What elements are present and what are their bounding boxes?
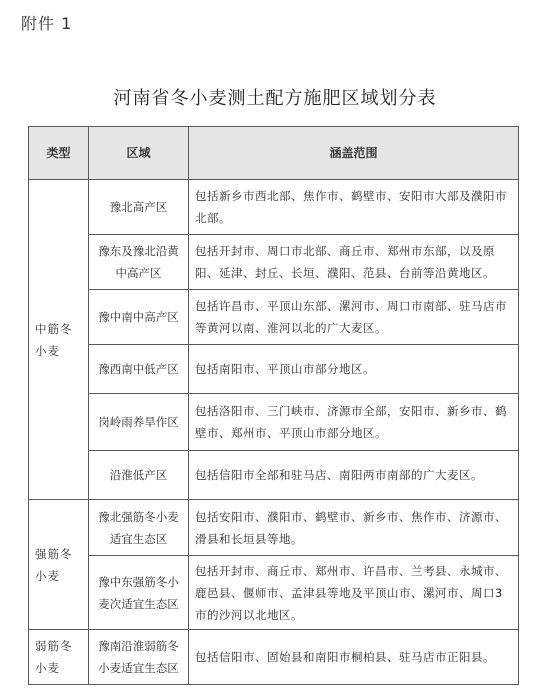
column-header-type: 类型 (29, 127, 89, 180)
table-row (29, 394, 519, 451)
region-cell: 豫中东强筋冬小麦次适宜生态区 (89, 556, 189, 630)
table-row (29, 235, 519, 290)
coverage-cell: 包括许昌市、平顶山东部、漯河市、周口市南部、驻马店市等黄河以南、淮河以北的广大麦区。 (189, 290, 519, 345)
column-header-region: 区域 (89, 127, 189, 180)
table-row (29, 500, 519, 556)
region-cell: 岗岭雨养旱作区 (89, 394, 189, 451)
region-cell: 豫北强筋冬小麦适宜生态区 (89, 500, 189, 556)
type-cell-medium-gluten: 中筋冬小麦 (29, 180, 89, 500)
coverage-cell: 包括洛阳市、三门峡市、济源市全部，安阳市、新乡市、鹤壁市、郑州市、平顶山市部分地区。 (189, 394, 519, 451)
attachment-label: 附件 1 (21, 14, 73, 33)
coverage-cell: 包括南阳市、平顶山市部分地区。 (189, 345, 519, 394)
table-row (29, 290, 519, 345)
coverage-cell: 包括开封市、周口市北部、商丘市、郑州市东部，以及原阳、延津、封丘、长垣、濮阳、范县、台前等沿黄地区。 (189, 235, 519, 290)
table-header-row (29, 127, 519, 180)
region-cell: 豫南沿淮弱筋冬小麦适宜生态区 (89, 630, 189, 685)
region-cell: 豫北高产区 (89, 180, 189, 235)
coverage-cell: 包括信阳市全部和驻马店、南阳两市南部的广大麦区。 (189, 451, 519, 500)
table-row (29, 556, 519, 630)
table-row (29, 451, 519, 500)
coverage-cell: 包括开封市、商丘市、郑州市、许昌市、兰考县、永城市、鹿邑县、偃师市、孟津县等地及平顶山市、漯河市、周口3市的沙河以北地区。 (189, 556, 519, 630)
region-cell: 沿淮低产区 (89, 451, 189, 500)
region-cell: 豫中南中高产区 (89, 290, 189, 345)
coverage-cell: 包括新乡市西北部、焦作市、鹤壁市、安阳市大部及濮阳市北部。 (189, 180, 519, 235)
table-row (29, 180, 519, 235)
column-header-coverage: 涵盖范围 (189, 127, 519, 180)
table-row (29, 345, 519, 394)
coverage-cell: 包括信阳市、固始县和南阳市桐柏县、驻马店市正阳县。 (189, 630, 519, 685)
page-title: 河南省冬小麦测土配方施肥区域划分表 (113, 88, 437, 109)
zoning-table (28, 126, 519, 685)
coverage-cell: 包括安阳市、濮阳市、鹤壁市、新乡市、焦作市、济源市、滑县和长垣县等地。 (189, 500, 519, 556)
type-cell-weak-gluten: 弱筋冬小麦 (29, 630, 89, 685)
table-row (29, 630, 519, 685)
region-cell: 豫西南中低产区 (89, 345, 189, 394)
region-cell: 豫东及豫北沿黄中高产区 (89, 235, 189, 290)
type-cell-strong-gluten: 强筋冬小麦 (29, 500, 89, 630)
